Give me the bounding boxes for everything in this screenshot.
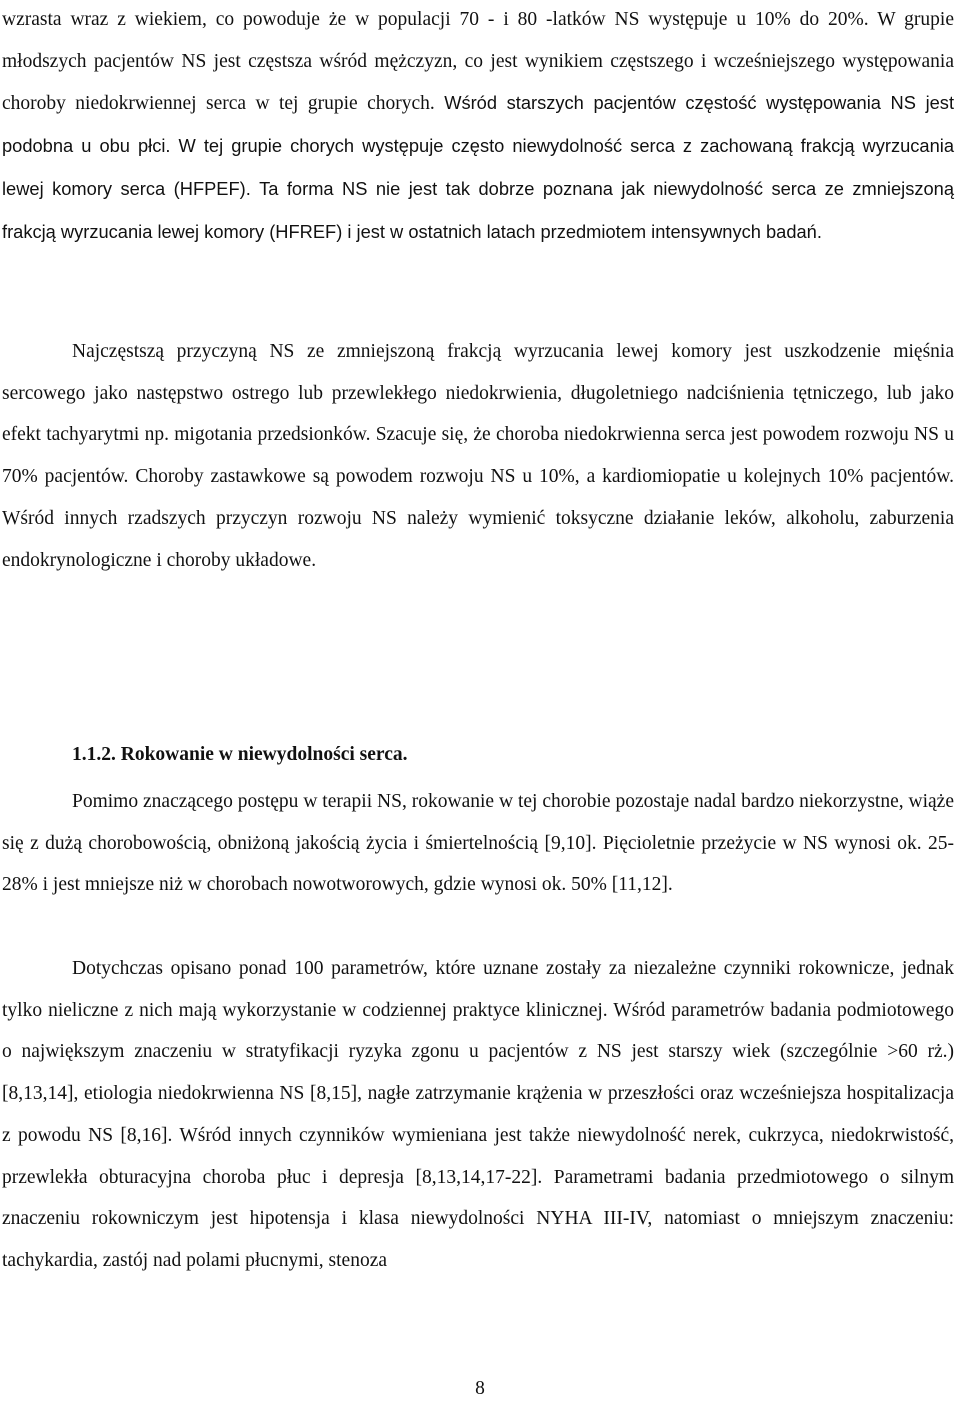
prevalence-text-serif: wzrasta wraz z wiekiem, co powoduje że w populacji 70 - i 80 -latków NS występuje u 10% do 20%. W grupie młodszych pacjentów NS jest częstsza wśród mężczyzn, co jest wynikiem częstszego i wcześniejszego występowania choroby niedokrwiennej serca w tej grupie chorych. bbox=[2, 9, 954, 115]
paragraph-prevalence bbox=[2, 0, 954, 253]
paragraph-causes: Najczęstszą przyczyną NS ze zmniejszoną frakcją wyrzucania lewej komory jest uszkodzenie mięśnia sercowego jako następstwo ostrego lub przewlekłego niedokrwienia, długoletniego nadciśnienia tętniczego, lub jako efekt tachyarytmi np. migotania przedsionków. Szacuje się, że choroba niedokrwienna serca jest powodem rozwoju NS u 70% pacjentów. Choroby zastawkowe są powodem rozwoju NS u 10%, a kardiomiopatie u kolejnych 10% pacjentów. Wśród innych rzadszych przyczyn rozwoju NS należy wymienić toksyczne działanie leków, alkoholu, zaburzenia endokrynologiczne i choroby układowe. bbox=[2, 341, 954, 571]
section-heading: 1.1.2. Rokowanie w niewydolności serca. bbox=[72, 744, 408, 765]
prevalence-text-sans: Wśród starszych pacjentów częstość występowania NS jest podobna u obu płci. W tej grupie chorych występuje często niewydolność serca z zachowaną frakcją wyrzucania lewej komory serca (HFPEF). bbox=[2, 92, 955, 199]
paragraph-prognosis: Pomimo znaczącego postępu w terapii NS, rokowanie w tej chorobie pozostaje nadal bardzo niekorzystne, wiąże się z dużą chorobowością, obniżoną jakością życia i śmiertelnością [9,10]. Pięcioletnie przeżycie w NS wynosi ok. 25-28% i jest mniejsze niż w chorobach nowotworowych, gdzie wynosi ok. 50% [11,12]. bbox=[2, 791, 954, 896]
page-number: 8 bbox=[475, 1378, 485, 1399]
paragraph-prognostic-factors: Dotychczas opisano ponad 100 parametrów, które uznane zostały za niezależne czynniki rokownicze, jednak tylko nieliczne z nich mają wykorzystanie w codziennej praktyce klinicznej. Wśród parametrów badania podmiotowego o największym znaczeniu w stratyfikacji ryzyka zgonu u pacjentów z NS jest starszy wiek (szczególnie >60 rż.) [8,13,14], etiologia niedokrwienna NS [8,15], nagłe zatrzymanie krążenia w przeszłości oraz wcześniejsza hospitalizacja z powodu NS [8,16]. Wśród innych czynników wymieniana jest także niewydolność nerek, cukrzyca, niedokrwistość, przewlekła obturacyjna choroba płuc i depresja [8,13,14,17-22]. Parametrami badania przedmiotowego o silnym znaczeniu rokowniczym jest hipotensja i klasa niewydolności NYHA III-IV, natomiast o mniejszym znaczeniu: tachykardia, zastój nad polami płucnymi, stenoza bbox=[2, 958, 954, 1271]
prevalence-text-hfpef: Ta forma NS nie jest tak dobrze poznana jak niewydolność serca ze zmniejszoną frakcją wyrzucania lewej komory (HFREF) i jest w ostatnich latach przedmiotem intensywnych badań. bbox=[2, 177, 954, 242]
